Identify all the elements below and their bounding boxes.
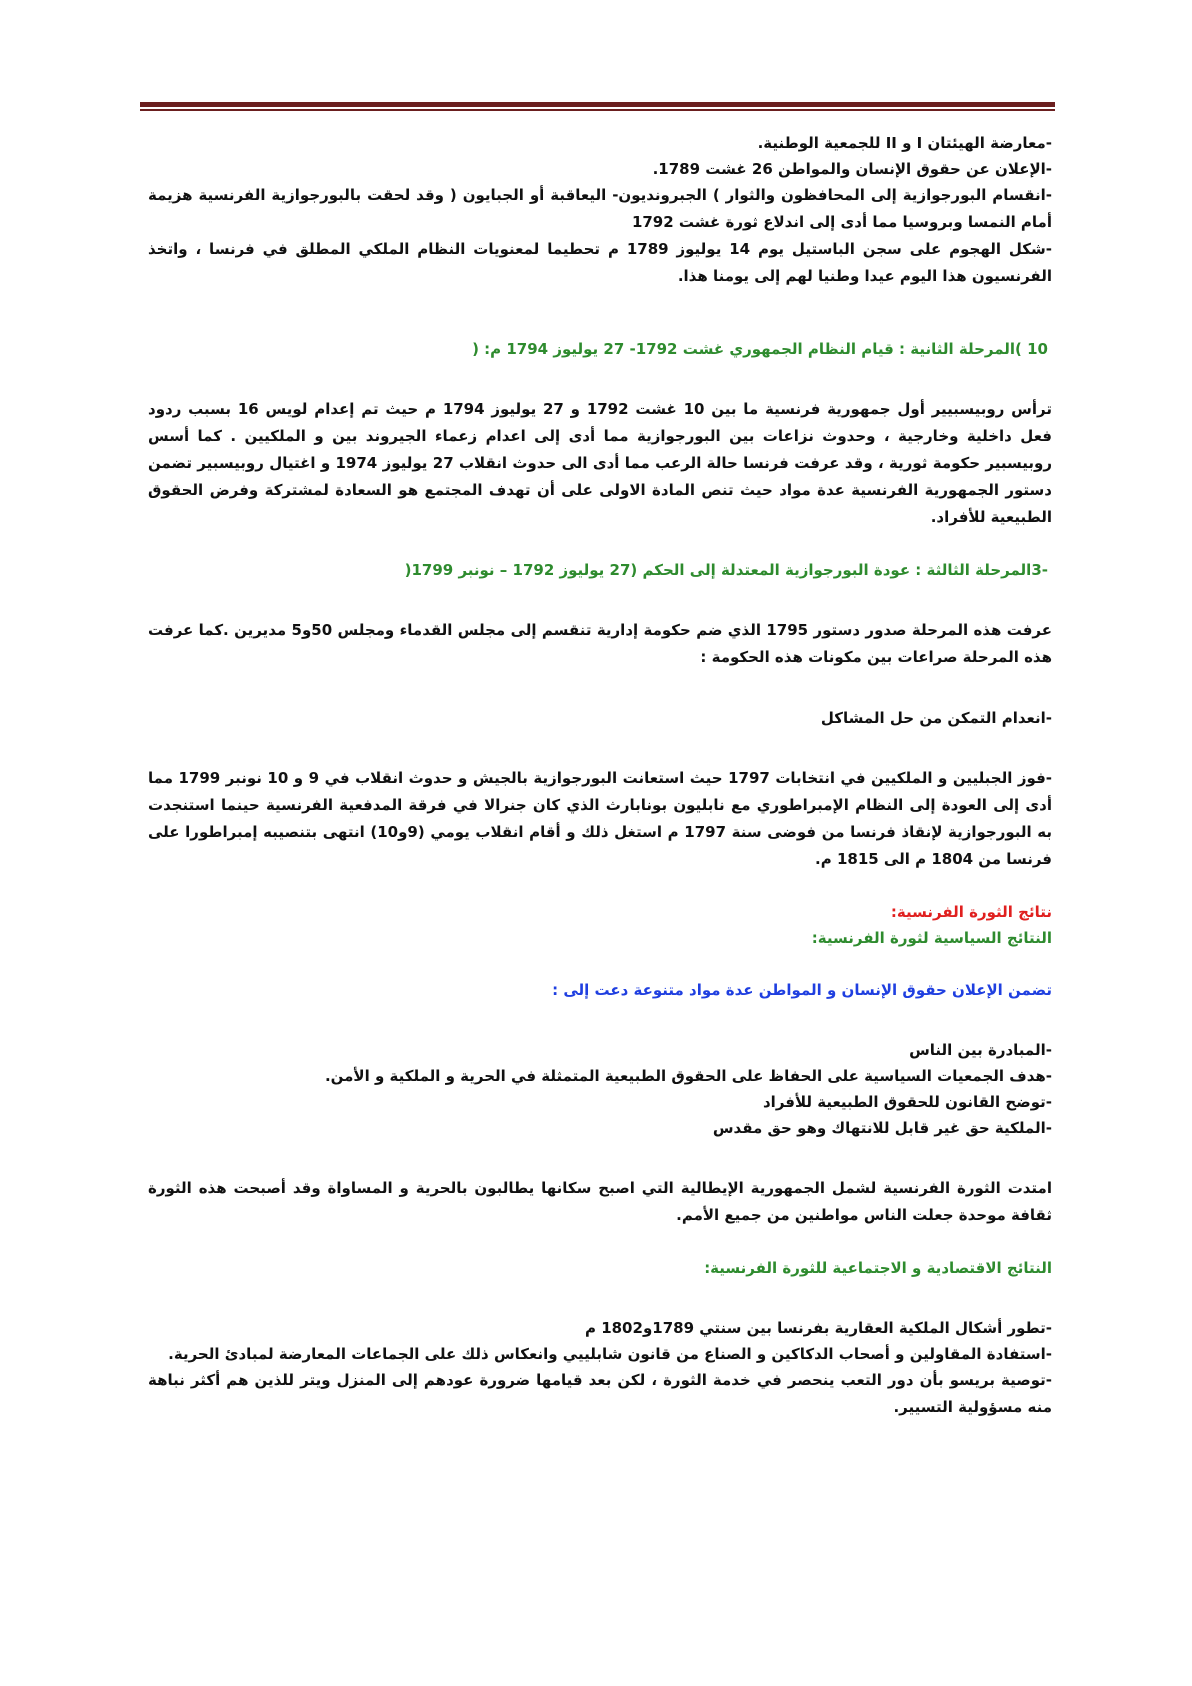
header-rule-thin [140,109,1055,111]
list-item: -توصية بريسو بأن دور التعب ينحصر في خدمة الثورة ، لكن بعد قيامها ضرورة عودهم إلى المنزل ويتر للذين هم أكثر نباهة منه مسؤولية التسيير. [148,1371,1052,1416]
paragraph-phase-two: ترأس روبيسبيير أول جمهورية فرنسية ما بين 10 غشت 1792 و 27 يوليوز 1794 م حيث تم إعدام لويس 16 بسبب ردود فعل داخلية وخارجية ، وحدوث نزاعات بين البورجوازية مما أدى إلى اعدام زعماء الجيروند بين و الملكيين . كما أسس روبيسبير حكومة ثورية ، وقد عرفت فرنسا حالة الرعب مما أدى الى حدوث انقلاب 27 يوليوز 1974 و اغتيال روبيسبير تضمن دستور الجمهورية الفرنسية عدة مواد حيث تنص المادة الاولى على أن تهدف المجتمع هو السعادة لمشتركة وفرض الحقوق الطبيعية للأفراد. [148,400,1052,526]
declaration-intro: تضمن الإعلان حقوق الإنسان و المواطن عدة مواد متنوعة دعت إلى : [552,981,1052,999]
document-body [148,130,1052,1421]
list-item: -انقسام البورجوازية إلى المحافظون والثوار ) الجبروندیون- اليعاقبة أو الجبايون ( وقد لحقت بالبورجوازية الفرنسية هزيمة أمام النمسا وبروسيا مما أدى إلى اندلاع ثورة غشت 1792 [148,186,1052,231]
paragraph-phase-three: عرفت هذه المرحلة صدور دستور 1795 الذي ضم حكومة إدارية تنقسم إلى مجلس القدماء ومجلس 50و5 مديرين .كما عرفت هذه المرحلة صراعات بين مكونات هذه الحكومة : [148,621,1053,666]
list-item: -الملكية حق غير قابل للانتهاك وهو حق مقدس [712,1119,1052,1137]
list-item: -معارضة الهيئتان I و II للجمعية الوطنية. [757,134,1052,152]
list-item: -توضح القانون للحقوق الطبيعية للأفراد [762,1093,1052,1111]
economic-results-title: النتائج الاقتصادية و الاجتماعية للثورة الفرنسية: [704,1259,1052,1277]
list-item: -الإعلان عن حقوق الإنسان والمواطن 26 غشت 1789. [652,160,1052,178]
results-title: نتائج الثورة الفرنسية: [890,903,1052,921]
list-item: -هدف الجمعيات السياسية على الحفاظ على الحقوق الطبيعية المتمثلة في الحرية و الملكية و الأمن. [324,1067,1052,1085]
list-item: -المبادرة بين الناس [909,1041,1052,1059]
list-item: -فوز الجبليين و الملكيين في انتخابات 1797 حيث استعانت البورجوازية بالجيش و حدوث انقلاب في 9 و 10 نونبر 1799 مما أدى إلى العودة إلى النظام الإمبراطوري مع نابليون بونابارث الذي كان جنرالا في فرقة المدفعية الفرنسية حينما استنجدت به البورجوازية لإنقاذ فرنسا من فوضى سنة 1797 م استغل ذلك و أقام انقلاب يومي (9و10) انتهى بتنصيبه إمبراطورا على فرنسا من 1804 م الى 1815 م. [148,769,1052,868]
paragraph-revolution-spread: امتدت الثورة الفرنسية لشمل الجمهورية الإيطالية التي اصبح سكانها يطالبون بالحرية و المساواة وقد أصبحت هذه الثورة ثقافة موحدة جعلت الناس مواطنين من جميع الأمم. [148,1179,1052,1224]
political-results-title: النتائج السياسية لثورة الفرنسية: [811,929,1052,947]
header-rule-thick [140,102,1055,107]
list-item: -تطور أشكال الملكية العقارية بفرنسا بين سنتي 1789و1802 م [584,1319,1052,1337]
list-item: -استفادة المقاولين و أصحاب الدكاكين و الصناع من قانون شابلييي وانعكاس ذلك على الجماعات المعارضة لمبادئ الحرية. [168,1345,1052,1363]
section-heading-phase-three: -3المرحلة الثالثة : عودة البورجوازية المعتدلة إلى الحكم (27 يوليوز 1792 – نونبر 1799( [404,561,1048,579]
list-item: -شكل الهجوم على سجن الباستيل يوم 14 يوليوز 1789 م تحطيما لمعنويات النظام الملكي المطلق في فرنسا ، واتخذ الفرنسيون هذا اليوم عيدا وطنيا لهم إلى يومنا هذا. [148,240,1053,285]
list-item: -انعدام التمكن من حل المشاكل [820,709,1052,727]
section-heading-phase-two: 10 )المرحلة الثانية : قيام النظام الجمهوري غشت 1792- 27 يوليوز 1794 م: ( [472,340,1048,358]
